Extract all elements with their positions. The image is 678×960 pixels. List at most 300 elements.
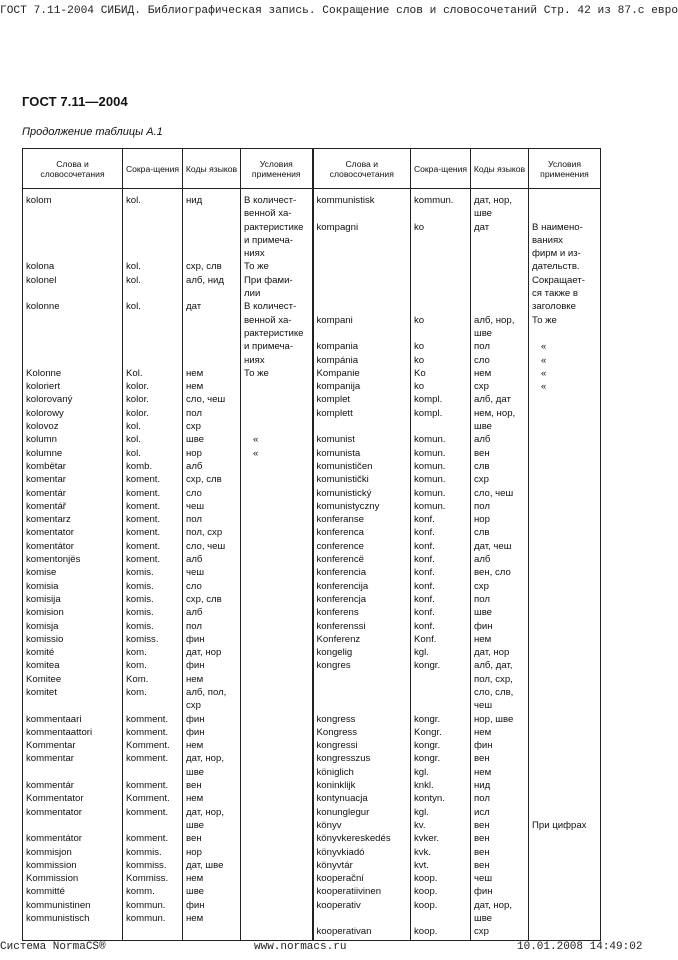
cell-condition-2: [529, 501, 601, 514]
cell-word-2: [313, 301, 411, 314]
cell-language-codes-2: дат, нор: [471, 647, 529, 660]
cell-abbreviation: kol.: [123, 275, 183, 288]
table-row: [23, 408, 601, 421]
cell-language-codes: шве: [183, 886, 241, 899]
cell-condition: [241, 886, 313, 899]
cell-language-codes: [183, 222, 241, 235]
cell-language-codes-2: вен: [471, 847, 529, 860]
cell-language-codes-2: нем: [471, 727, 529, 740]
cell-condition: [241, 873, 313, 886]
cell-word-2: könyv: [313, 820, 411, 833]
table-row: [23, 833, 601, 846]
cell-language-codes: схр, слв: [183, 474, 241, 487]
footer-system-name: Система NormaCS®: [0, 941, 106, 953]
cell-language-codes: нем: [183, 740, 241, 753]
cell-condition: и примеча-: [241, 235, 313, 248]
cell-abbreviation: kol.: [123, 195, 183, 208]
cell-condition-2: [529, 926, 601, 940]
cell-language-codes: фин: [183, 660, 241, 673]
cell-word-2: komplet: [313, 394, 411, 407]
cell-abbreviation: koment.: [123, 554, 183, 567]
cell-abbreviation-2: komun.: [411, 474, 471, 487]
cell-word: komisija: [23, 594, 123, 607]
cell-condition: [241, 461, 313, 474]
cell-abbreviation: [123, 288, 183, 301]
table-row: [23, 581, 601, 594]
cell-language-codes-2: нем: [471, 634, 529, 647]
cell-condition: лии: [241, 288, 313, 301]
cell-language-codes-2: нем: [471, 767, 529, 780]
cell-language-codes: фин: [183, 900, 241, 913]
document-title: ГОСТ 7.11—2004: [22, 94, 128, 109]
cell-condition: [241, 394, 313, 407]
cell-language-codes: дат, нор,: [183, 807, 241, 820]
cell-language-codes-2: сло: [471, 355, 529, 368]
table-row: [23, 275, 601, 288]
cell-abbreviation: komb.: [123, 461, 183, 474]
cell-abbreviation-2: [411, 328, 471, 341]
cell-word: koloriert: [23, 381, 123, 394]
cell-abbreviation-2: [411, 235, 471, 248]
table-row: [23, 873, 601, 886]
cell-abbreviation: kol.: [123, 301, 183, 314]
cell-word-2: kompanija: [313, 381, 411, 394]
cell-language-codes: пол: [183, 514, 241, 527]
cell-language-codes: сло, чеш: [183, 394, 241, 407]
cell-condition: [241, 687, 313, 700]
cell-word: komentator: [23, 527, 123, 540]
cell-abbreviation: koment.: [123, 514, 183, 527]
cell-word: kommentaattori: [23, 727, 123, 740]
cell-language-codes: вен: [183, 833, 241, 846]
cell-condition-2: [529, 474, 601, 487]
cell-word: komisia: [23, 581, 123, 594]
cell-language-codes: алб, пол,: [183, 687, 241, 700]
cell-abbreviation: komment.: [123, 753, 183, 766]
cell-word-2: kontynuacja: [313, 793, 411, 806]
cell-language-codes: схр: [183, 421, 241, 434]
table-row: [23, 235, 601, 248]
cell-word-2: kooperační: [313, 873, 411, 886]
cell-language-codes: нем: [183, 873, 241, 886]
cell-abbreviation-2: ko: [411, 381, 471, 394]
cell-abbreviation-2: komun.: [411, 448, 471, 461]
cell-language-codes: нор: [183, 448, 241, 461]
cell-word-2: [313, 275, 411, 288]
cell-language-codes: чеш: [183, 567, 241, 580]
cell-abbreviation: kommiss.: [123, 860, 183, 873]
cell-condition: венной ха-: [241, 315, 313, 328]
cell-abbreviation-2: [411, 208, 471, 221]
table-row: [23, 261, 601, 274]
cell-condition: рактеристике: [241, 222, 313, 235]
cell-word-2: koninklijk: [313, 780, 411, 793]
cell-condition-2: [529, 900, 601, 913]
cell-language-codes: нем: [183, 381, 241, 394]
cell-abbreviation: [123, 355, 183, 368]
cell-word: kommentár: [23, 780, 123, 793]
cell-condition: [241, 926, 313, 940]
cell-word: kolom: [23, 195, 123, 208]
cell-word-2: konferens: [313, 607, 411, 620]
cell-condition-2: [529, 807, 601, 820]
cell-word-2: Kongress: [313, 727, 411, 740]
cell-language-codes-2: исл: [471, 807, 529, 820]
cell-condition: [241, 514, 313, 527]
cell-language-codes-2: сло, чеш: [471, 488, 529, 501]
cell-condition: ниях: [241, 355, 313, 368]
table-row: [23, 900, 601, 913]
cell-word-2: [313, 913, 411, 926]
cell-word: [23, 355, 123, 368]
cell-language-codes: чеш: [183, 501, 241, 514]
cell-word: kolumne: [23, 448, 123, 461]
cell-abbreviation: Komment.: [123, 793, 183, 806]
cell-abbreviation-2: komun.: [411, 434, 471, 447]
cell-language-codes: дат, нор: [183, 647, 241, 660]
cell-condition: [241, 567, 313, 580]
cell-language-codes-2: слв: [471, 461, 529, 474]
page-header-line: ГОСТ 7.11-2004 СИБИД. Библиографическая запись. Сокращение слов и словосочетаний Стр. 42 из 87.с евро: [0, 5, 678, 17]
cell-condition-2: [529, 634, 601, 647]
cell-word: komision: [23, 607, 123, 620]
cell-word-2: komunistický: [313, 488, 411, 501]
cell-abbreviation: kom.: [123, 660, 183, 673]
cell-word-2: königlich: [313, 767, 411, 780]
cell-language-codes: алб: [183, 554, 241, 567]
cell-abbreviation: komis.: [123, 567, 183, 580]
cell-language-codes-2: алб, дат: [471, 394, 529, 407]
table-row: [23, 461, 601, 474]
cell-language-codes: сло: [183, 488, 241, 501]
cell-word: [23, 222, 123, 235]
cell-abbreviation: [123, 208, 183, 221]
table-row: [23, 886, 601, 899]
cell-abbreviation: komis.: [123, 594, 183, 607]
cell-condition: [241, 714, 313, 727]
cell-language-codes-2: дат, нор,: [471, 900, 529, 913]
cell-word-2: komunističen: [313, 461, 411, 474]
cell-word-2: kongress: [313, 714, 411, 727]
cell-condition: [241, 660, 313, 673]
cell-condition-2: [529, 581, 601, 594]
cell-language-codes-2: схр: [471, 381, 529, 394]
cell-condition: [241, 488, 313, 501]
table-row: [23, 687, 601, 700]
cell-language-codes-2: вен: [471, 860, 529, 873]
cell-language-codes-2: шве: [471, 328, 529, 341]
cell-language-codes-2: вен: [471, 833, 529, 846]
table-row: [23, 381, 601, 394]
table-row: [23, 820, 601, 833]
cell-language-codes: [183, 926, 241, 940]
cell-condition-2: [529, 660, 601, 673]
cell-language-codes-2: пол: [471, 501, 529, 514]
cell-abbreviation: kol.: [123, 261, 183, 274]
cell-abbreviation-2: [411, 421, 471, 434]
cell-word-2: konunglegur: [313, 807, 411, 820]
cell-abbreviation: koment.: [123, 501, 183, 514]
cell-language-codes: [183, 208, 241, 221]
cell-condition-2: «: [529, 341, 601, 354]
cell-abbreviation: komment.: [123, 780, 183, 793]
cell-word: komentátor: [23, 541, 123, 554]
cell-language-codes: нем: [183, 674, 241, 687]
cell-language-codes-2: шве: [471, 421, 529, 434]
cell-word: Komitee: [23, 674, 123, 687]
table-row: [23, 248, 601, 261]
cell-condition: «: [241, 448, 313, 461]
cell-word: kolumn: [23, 434, 123, 447]
cell-language-codes-2: пол, схр,: [471, 674, 529, 687]
cell-word: kolona: [23, 261, 123, 274]
cell-condition: [241, 647, 313, 660]
cell-word-2: [313, 328, 411, 341]
cell-abbreviation: komis.: [123, 607, 183, 620]
cell-language-codes-2: нор: [471, 514, 529, 527]
cell-abbreviation: kom.: [123, 647, 183, 660]
cell-condition: рактеристике: [241, 328, 313, 341]
cell-word-2: kommunistisk: [313, 195, 411, 208]
cell-condition: [241, 753, 313, 766]
table-body: [23, 189, 601, 941]
cell-word-2: kongressi: [313, 740, 411, 753]
cell-abbreviation-2: kompl.: [411, 394, 471, 407]
cell-word: Kommission: [23, 873, 123, 886]
cell-abbreviation-2: kongr.: [411, 660, 471, 673]
cell-language-codes-2: алб, нор,: [471, 315, 529, 328]
cell-condition: [241, 594, 313, 607]
cell-language-codes: пол: [183, 621, 241, 634]
cell-word: kommisjon: [23, 847, 123, 860]
cell-condition: [241, 727, 313, 740]
cell-condition-2: [529, 567, 601, 580]
cell-language-codes: [183, 341, 241, 354]
cell-word: [23, 235, 123, 248]
cell-condition-2: «: [529, 381, 601, 394]
cell-word: komité: [23, 647, 123, 660]
cell-word-2: [313, 261, 411, 274]
cell-language-codes: шве: [183, 820, 241, 833]
cell-language-codes: нор: [183, 847, 241, 860]
cell-abbreviation: [123, 248, 183, 261]
table-caption: Продолжение таблицы А.1: [22, 126, 163, 138]
cell-word: komisja: [23, 621, 123, 634]
cell-condition: [241, 860, 313, 873]
cell-word-2: [313, 208, 411, 221]
header-words-2: Слова и словосочетания: [313, 149, 411, 189]
cell-word-2: [313, 235, 411, 248]
cell-condition: [241, 900, 313, 913]
cell-language-codes-2: дат, нор,: [471, 195, 529, 208]
cell-word-2: konferencja: [313, 594, 411, 607]
cell-condition: [241, 820, 313, 833]
cell-language-codes: [183, 288, 241, 301]
cell-condition-2: [529, 714, 601, 727]
table-row: [23, 780, 601, 793]
cell-condition-2: [529, 408, 601, 421]
cell-condition-2: [529, 753, 601, 766]
cell-abbreviation-2: [411, 700, 471, 713]
table-row: [23, 474, 601, 487]
cell-word-2: Kompanie: [313, 368, 411, 381]
cell-language-codes-2: чеш: [471, 700, 529, 713]
cell-abbreviation-2: kongr.: [411, 714, 471, 727]
cell-condition: [241, 740, 313, 753]
cell-language-codes-2: вен: [471, 448, 529, 461]
cell-language-codes: схр: [183, 700, 241, 713]
cell-abbreviation-2: Konf.: [411, 634, 471, 647]
cell-word-2: kompagni: [313, 222, 411, 235]
table-row: [23, 288, 601, 301]
cell-condition: [241, 381, 313, 394]
cell-word: [23, 328, 123, 341]
cell-abbreviation: komm.: [123, 886, 183, 899]
abbreviation-table: [22, 148, 601, 941]
cell-abbreviation-2: knkl.: [411, 780, 471, 793]
cell-word: komitet: [23, 687, 123, 700]
cell-language-codes: алб: [183, 461, 241, 474]
cell-condition: [241, 474, 313, 487]
table-row: [23, 421, 601, 434]
cell-abbreviation: [123, 222, 183, 235]
cell-condition-2: [529, 740, 601, 753]
cell-language-codes-2: чеш: [471, 873, 529, 886]
cell-abbreviation-2: kongr.: [411, 753, 471, 766]
cell-language-codes-2: вен: [471, 753, 529, 766]
cell-language-codes-2: схр: [471, 926, 529, 940]
cell-language-codes-2: нем, нор,: [471, 408, 529, 421]
cell-abbreviation: kommis.: [123, 847, 183, 860]
cell-abbreviation: kommun.: [123, 900, 183, 913]
cell-word: komise: [23, 567, 123, 580]
cell-word-2: könyvkiadó: [313, 847, 411, 860]
table-header-row: [23, 149, 601, 189]
cell-abbreviation-2: konf.: [411, 541, 471, 554]
cell-abbreviation: koment.: [123, 474, 183, 487]
cell-abbreviation: kolor.: [123, 394, 183, 407]
cell-word: kommentator: [23, 807, 123, 820]
cell-abbreviation-2: Ko: [411, 368, 471, 381]
cell-word: Kommentator: [23, 793, 123, 806]
cell-language-codes: [183, 315, 241, 328]
cell-abbreviation-2: konf.: [411, 621, 471, 634]
cell-abbreviation-2: kv.: [411, 820, 471, 833]
cell-language-codes-2: дат: [471, 222, 529, 235]
page-footer: [0, 941, 678, 957]
cell-language-codes: шве: [183, 434, 241, 447]
cell-condition-2: [529, 780, 601, 793]
cell-language-codes-2: [471, 248, 529, 261]
cell-word: Kommentar: [23, 740, 123, 753]
cell-word: [23, 700, 123, 713]
cell-abbreviation: [123, 767, 183, 780]
footer-website: www.normacs.ru: [254, 941, 347, 953]
table-row: [23, 448, 601, 461]
cell-condition: [241, 767, 313, 780]
cell-abbreviation: komis.: [123, 581, 183, 594]
cell-condition: [241, 527, 313, 540]
table-row: [23, 647, 601, 660]
cell-condition-2: [529, 541, 601, 554]
cell-condition: [241, 700, 313, 713]
cell-condition: [241, 501, 313, 514]
cell-abbreviation: Kommiss.: [123, 873, 183, 886]
table-row: [23, 926, 601, 940]
cell-condition-2: ваниях: [529, 235, 601, 248]
cell-condition: [241, 793, 313, 806]
cell-condition-2: [529, 421, 601, 434]
cell-language-codes-2: дат, чеш: [471, 541, 529, 554]
cell-abbreviation: komment.: [123, 727, 183, 740]
cell-language-codes-2: слв: [471, 527, 529, 540]
cell-language-codes-2: схр: [471, 581, 529, 594]
cell-abbreviation: komis.: [123, 621, 183, 634]
cell-abbreviation-2: komun.: [411, 488, 471, 501]
table-row: [23, 488, 601, 501]
cell-word-2: conference: [313, 541, 411, 554]
cell-condition: [241, 913, 313, 926]
cell-abbreviation: komment.: [123, 714, 183, 727]
cell-condition-2: «: [529, 355, 601, 368]
cell-word: [23, 767, 123, 780]
cell-language-codes-2: пол: [471, 594, 529, 607]
cell-abbreviation-2: kompl.: [411, 408, 471, 421]
cell-language-codes: дат, шве: [183, 860, 241, 873]
cell-word-2: konferanse: [313, 514, 411, 527]
cell-word: [23, 288, 123, 301]
cell-word: komentarz: [23, 514, 123, 527]
cell-condition-2: дательств.: [529, 261, 601, 274]
cell-abbreviation-2: [411, 288, 471, 301]
cell-abbreviation-2: [411, 913, 471, 926]
cell-condition-2: фирм и из-: [529, 248, 601, 261]
table-row: [23, 328, 601, 341]
cell-language-codes-2: алб: [471, 554, 529, 567]
cell-abbreviation-2: konf.: [411, 514, 471, 527]
cell-condition: [241, 607, 313, 620]
table-row: [23, 660, 601, 673]
cell-condition: ниях: [241, 248, 313, 261]
cell-word: kommentátor: [23, 833, 123, 846]
cell-condition-2: «: [529, 368, 601, 381]
cell-word: kolonne: [23, 301, 123, 314]
cell-language-codes: [183, 355, 241, 368]
cell-abbreviation-2: koop.: [411, 926, 471, 940]
cell-word: kommentar: [23, 753, 123, 766]
cell-language-codes: дат, нор,: [183, 753, 241, 766]
cell-condition: При фами-: [241, 275, 313, 288]
cell-language-codes-2: алб: [471, 434, 529, 447]
cell-abbreviation-2: ko: [411, 355, 471, 368]
cell-condition-2: Сокращает-: [529, 275, 601, 288]
table-row: [23, 394, 601, 407]
cell-abbreviation-2: konf.: [411, 594, 471, 607]
cell-language-codes-2: вен: [471, 820, 529, 833]
cell-word: [23, 341, 123, 354]
cell-language-codes-2: вен, сло: [471, 567, 529, 580]
cell-word: kolorowy: [23, 408, 123, 421]
cell-language-codes-2: нем: [471, 368, 529, 381]
cell-language-codes-2: [471, 288, 529, 301]
cell-language-codes: схр, слв: [183, 261, 241, 274]
cell-abbreviation-2: [411, 301, 471, 314]
cell-language-codes-2: [471, 275, 529, 288]
cell-abbreviation-2: [411, 687, 471, 700]
cell-language-codes-2: фин: [471, 621, 529, 634]
cell-condition-2: [529, 621, 601, 634]
cell-language-codes-2: [471, 301, 529, 314]
